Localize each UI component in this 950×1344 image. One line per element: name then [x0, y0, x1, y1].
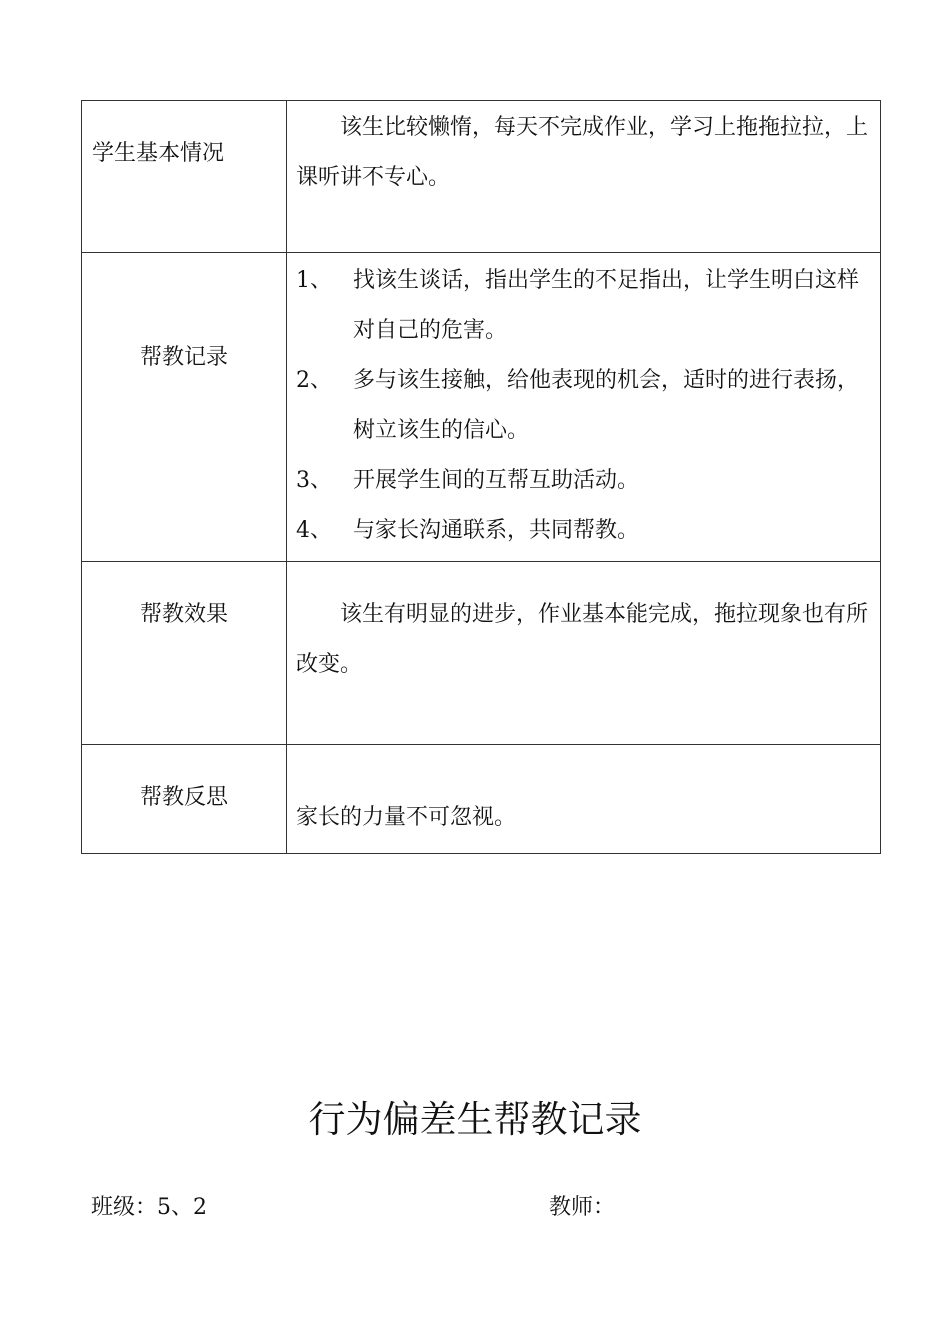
- content-help-reflection: [287, 745, 881, 854]
- label-help-record: 帮教记录: [82, 253, 287, 562]
- row-help-effect: [82, 562, 881, 745]
- list-item: [296, 506, 872, 556]
- row-basic-info: [82, 101, 881, 253]
- class-field: 班级：5、2: [91, 1195, 207, 1220]
- content-help-record: [287, 253, 881, 562]
- list-item: [296, 456, 872, 506]
- label-help-reflection: 帮教反思: [82, 745, 287, 854]
- help-reflection-text: 家长的力量不可忽视。: [296, 805, 517, 830]
- basic-info-text: 该生比较懒惰，每天不完成作业，学习上拖拖拉拉，上课听讲不专心。: [296, 115, 869, 190]
- page-title: 行为偏差生帮教记录: [308, 1098, 642, 1141]
- list-item-number: 4、: [296, 518, 332, 543]
- row-help-reflection: [82, 745, 881, 854]
- list-item-text: 多与该生接触，给他表现的机会，适时的进行表扬，树立该生的信心。: [353, 368, 860, 443]
- list-item-text: 开展学生间的互帮互助活动。: [353, 468, 640, 493]
- list-item-number: 2、: [296, 368, 332, 393]
- list-item: [296, 256, 872, 356]
- help-effect-text: 该生有明显的进步，作业基本能完成，拖拉现象也有所改变。: [296, 602, 869, 677]
- label-help-effect: 帮教效果: [82, 562, 287, 745]
- help-record-list: [296, 253, 872, 556]
- content-help-effect: [287, 562, 881, 745]
- list-item-number: 3、: [296, 468, 332, 493]
- teacher-field: 教师：: [549, 1195, 616, 1220]
- list-item-text: 找该生谈话，指出学生的不足指出，让学生明白这样对自己的危害。: [353, 268, 860, 343]
- content-basic-info: [287, 101, 881, 253]
- list-item-number: 1、: [296, 268, 332, 293]
- list-item-text: 与家长沟通联系，共同帮教。: [353, 518, 640, 543]
- list-item: [296, 356, 872, 456]
- record-table: [81, 100, 881, 854]
- row-help-record: [82, 253, 881, 562]
- label-basic-info: 学生基本情况: [82, 101, 287, 253]
